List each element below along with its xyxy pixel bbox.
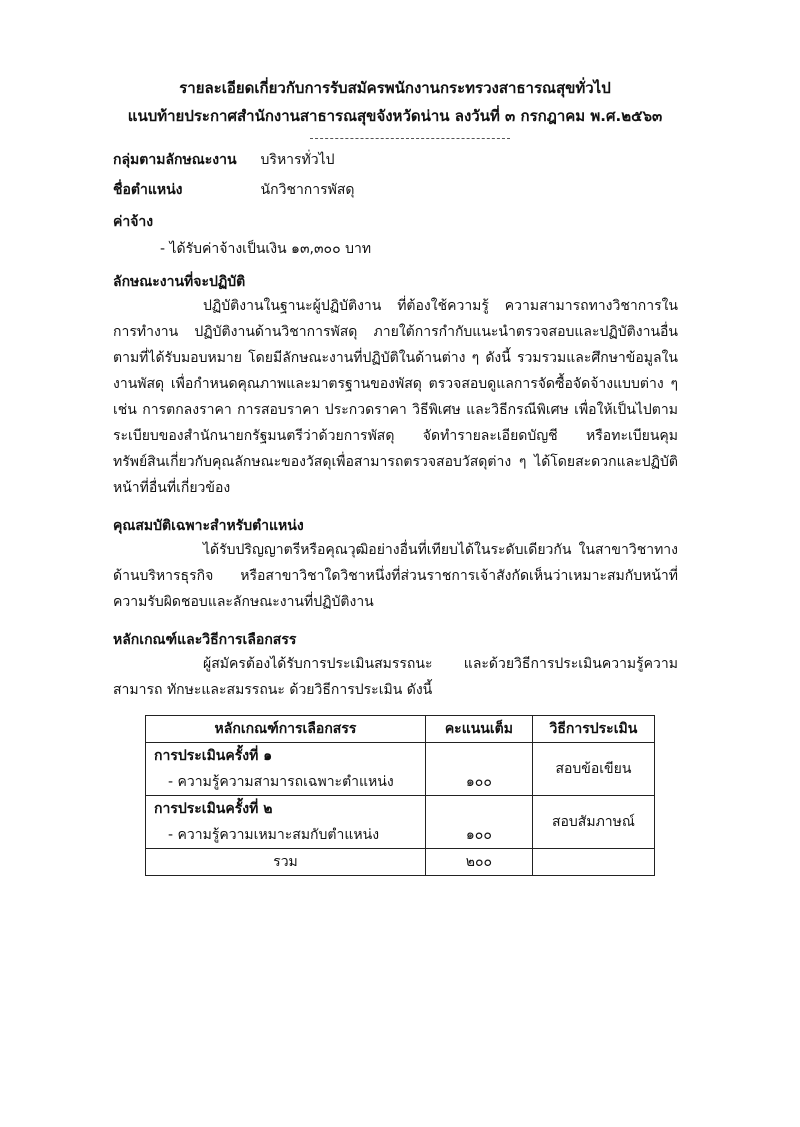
selection-text: ผู้สมัครต้องได้รับการประเมินสมรรถนะ และด้วยวิธีการประเมินความรู้ความสามารถ ทักษะและสมรรถนะ ด้วยวิธีการประเมิน ดังนี้	[113, 656, 678, 698]
method-cell: สอบสัมภาษณ์	[532, 796, 654, 849]
method-cell: สอบข้อเขียน	[532, 743, 654, 796]
table-header: วิธีการประเมิน	[532, 716, 654, 743]
criteria-item: - ความรู้ความสามารถเฉพาะตำแหน่ง	[168, 774, 394, 790]
table-header-row	[146, 716, 655, 743]
qualifications-text: ได้รับปริญญาตรีหรือคุณวุฒิอย่างอื่นที่เทียบได้ในระดับเดียวกัน ในสาขาวิชาทางด้านบริหารธุรกิจ หรือสาขาวิชาใดวิชาหนึ่งที่ส่วนราชการเจ้าสังกัดเห็นว่าเหมาะสมกับหน้าที่ความรับผิดชอบและลักษณะงานที่ปฏิบัติงาน	[113, 542, 678, 610]
total-score: ๒๐๐	[425, 849, 532, 876]
score-cell: ๑๐๐	[425, 796, 532, 849]
field-value-group: บริหารทั่วไป	[260, 152, 335, 168]
score-cell: ๑๐๐	[425, 743, 532, 796]
total-label: รวม	[146, 849, 426, 876]
wage-heading: ค่าจ้าง	[113, 214, 154, 230]
selection-table	[145, 715, 655, 876]
field-label-position: ชื่อตำแหน่ง	[113, 182, 183, 198]
wage-text: - ได้รับค่าจ้างเป็นเงิน ๑๓,๓๐๐ บาท	[160, 241, 372, 257]
fields	[113, 149, 678, 201]
document-subtitle: แนบท้ายประกาศสำนักงานสาธารณสุขจังหวัดน่าน ลงวันที่ ๓ กรกฎาคม พ.ศ.๒๕๖๓	[127, 107, 663, 125]
table-total-row	[146, 849, 655, 876]
empty-cell	[532, 849, 654, 876]
duties-text: ปฏิบัติงานในฐานะผู้ปฏิบัติงาน ที่ต้องใช้ความรู้ ความสามารถทางวิชาการในการทำงาน ปฏิบัติงานด้านวิชาการพัสดุ ภายใต้การกำกับแนะนำตรวจสอบและปฏิบัติงานอื่นตามที่ได้รับมอบหมาย โดยมีลักษณะงานที่ปฏิบัติในด้านต่าง ๆ ดังนี้ รวมรวมและศึกษาข้อมูลในงานพัสดุ เพื่อกำหนดคุณภาพและมาตรฐานของพัสดุ ตรวจสอบดูแลการจัดซื้อจัดจ้างแบบต่าง ๆ เช่น การตกลงราคา การสอบราคา ประกวดราคา วิธีพิเศษ และวิธีกรณีพิเศษ เพื่อให้เป็นไปตามระเบียบของสำนักนายกรัฐมนตรีว่าด้วยการพัสดุ จัดทำรายละเอียดบัญชี หรือทะเบียนคุมทรัพย์สินเกี่ยวกับคุณลักษณะของวัสดุเพื่อสามารถตรวจสอบวัสดุต่าง ๆ ได้โดยสะดวกและปฏิบัติหน้าที่อื่นที่เกี่ยวข้อง	[113, 298, 678, 496]
field-label-group: กลุ่มตามลักษณะงาน	[113, 152, 237, 168]
field-value-position: นักวิชาการพัสดุ	[260, 182, 355, 198]
divider	[310, 138, 510, 139]
table-header: หลักเกณฑ์การเลือกสรร	[146, 716, 426, 743]
selection-heading: หลักเกณฑ์และวิธีการเลือกสรร	[113, 632, 297, 648]
criteria-item: - ความรู้ความเหมาะสมกับตำแหน่ง	[168, 827, 380, 843]
table-row	[146, 743, 655, 796]
round-label: การประเมินครั้งที่ ๑	[154, 748, 273, 764]
document-title: รายละเอียดเกี่ยวกับการรับสมัครพนักงานกระทรวงสาธารณสุขทั่วไป	[179, 79, 611, 97]
round-label: การประเมินครั้งที่ ๒	[154, 801, 273, 817]
table-row	[146, 796, 655, 849]
qualifications-heading: คุณสมบัติเฉพาะสำหรับตำแหน่ง	[113, 518, 304, 534]
document	[113, 74, 678, 876]
table-header: คะแนนเต็ม	[425, 716, 532, 743]
duties-heading: ลักษณะงานที่จะปฏิบัติ	[113, 274, 246, 290]
